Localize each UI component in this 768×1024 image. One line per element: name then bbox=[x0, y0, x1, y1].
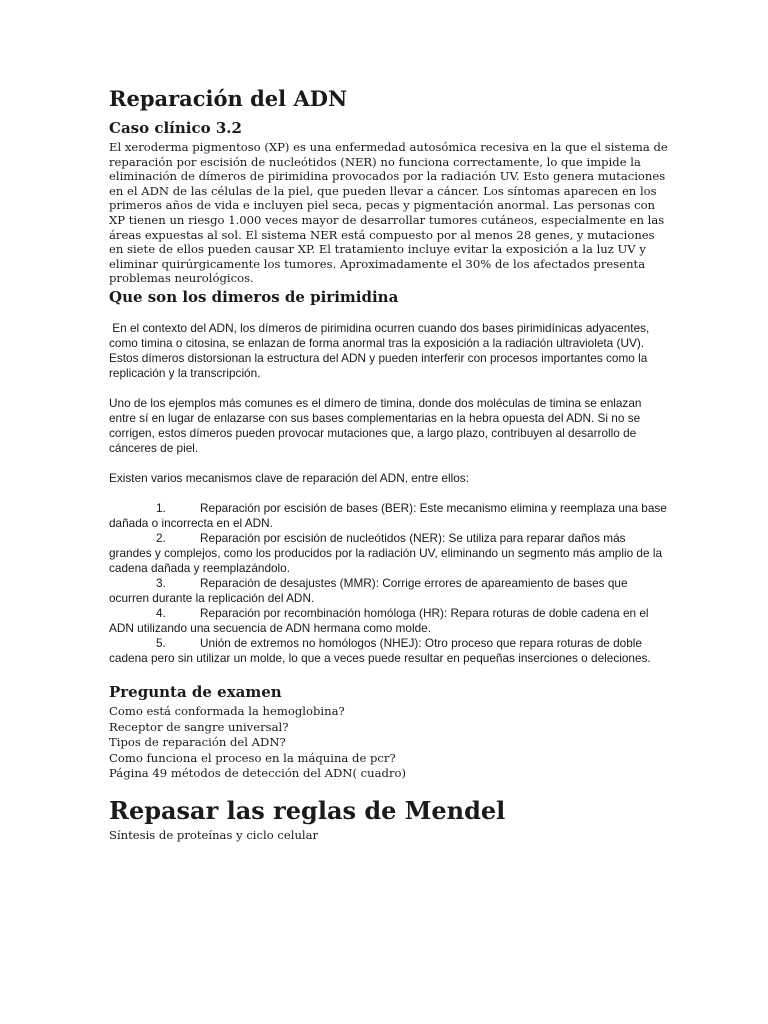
exam-question: Receptor de sangre universal? bbox=[109, 719, 289, 734]
list-item-text: Reparación de desajustes (MMR): Corrige errores de apareamiento de bases que ocurren durante la replicación del ADN. bbox=[109, 575, 628, 605]
page-title: Reparación del ADN bbox=[109, 86, 348, 111]
list-item-number: 4. bbox=[156, 605, 166, 620]
case-paragraph: El xeroderma pigmentoso (XP) es una enfermedad autosómica recesiva en la que el sistema de reparación por escisión de nucleótidos (NER) no funciona correctamente, lo que impide la eliminación de dímeros de pirimidina provocados por la radiación UV. Esto genera mutaciones en el ADN de las células de la piel, que pueden llevar a cáncer. Los síntomas aparecen en los primeros años de vida e incluyen piel seca, pecas y pigmentación anormal. Las personas con XP tienen un riesgo 1.000 veces mayor de desarrollar tumores cutáneos, especialmente en las áreas expuestas al sol. El sistema NER está compuesto por al menos 28 genes, y mutaciones en siete de ellos pueden causar XP. El tratamiento incluye evitar la exposición a la luz UV y eliminar quirúrgicamente los tumores. Aproximadamente el 30% de los afectados presenta problemas neurológicos. bbox=[109, 140, 668, 286]
exam-question: Como funciona el proceso en la máquina de pcr? bbox=[109, 750, 396, 765]
list-item bbox=[109, 531, 668, 576]
list-item-text: Reparación por escisión de bases (BER): Este mecanismo elimina y reemplaza una base dañada o incorrecta en el ADN. bbox=[109, 500, 667, 530]
list-item-number: 5. bbox=[156, 635, 166, 650]
mechanisms-list bbox=[109, 501, 668, 666]
exam-question: Tipos de reparación del ADN? bbox=[109, 735, 286, 750]
dimers-heading: Que son los dimeros de pirimidina bbox=[109, 287, 399, 306]
list-item-text: Reparación por recombinación homóloga (HR): Repara roturas de doble cadena en el ADN utilizando una secuencia de ADN hermana como molde. bbox=[109, 605, 649, 635]
list-item-text: Reparación por escisión de nucleótidos (NER): Se utiliza para reparar daños más grandes y complejos, como los producidos por la radiación UV, eliminando un segmento más amplio de la cadena dañada y reemplazándolo. bbox=[109, 530, 663, 575]
exam-question: Página 49 métodos de detección del ADN( cuadro) bbox=[109, 766, 406, 781]
mendel-heading: Repasar las reglas de Mendel bbox=[109, 795, 506, 825]
exam-question: Como está conformada la hemoglobina? bbox=[109, 703, 345, 718]
list-item-number: 2. bbox=[156, 530, 166, 545]
list-item bbox=[109, 606, 668, 636]
mechanisms-intro: Existen varios mecanismos clave de reparación del ADN, entre ellos: bbox=[109, 470, 469, 485]
list-item bbox=[109, 576, 668, 606]
list-item-text: Unión de extremos no homólogos (NHEJ): Otro proceso que repara roturas de doble cadena pero sin utilizar un molde, lo que a veces puede resultar en pequeñas inserciones o deleciones. bbox=[109, 635, 651, 665]
list-item-number: 3. bbox=[156, 575, 166, 590]
list-item bbox=[109, 636, 668, 666]
exam-heading: Pregunta de examen bbox=[109, 682, 282, 701]
list-item-number: 1. bbox=[156, 500, 166, 515]
mendel-subtext: Síntesis de proteínas y ciclo celular bbox=[109, 827, 319, 842]
case-heading: Caso clínico 3.2 bbox=[109, 119, 242, 137]
dimers-example-paragraph: Uno de los ejemplos más comunes es el dímero de timina, donde dos moléculas de timina se enlazan entre sí en lugar de enlazarse con sus bases complementarias en la hebra opuesta del ADN. Si no se corrigen, estos dímeros pueden provocar mutaciones que, a largo plazo, contribuyen al desarrollo de cánceres de piel. bbox=[109, 395, 642, 455]
list-item bbox=[109, 501, 668, 531]
exam-questions-list bbox=[109, 704, 668, 782]
dimers-context-paragraph: En el contexto del ADN, los dímeros de pirimidina ocurren cuando dos bases pirimidínicas adyacentes, como timina o citosina, se enlazan de forma anormal tras la exposición a la radiación ultravioleta (UV). Estos dímeros distorsionan la estructura del ADN y pueden interferir con procesos importantes como la replicación y la transcripción. bbox=[109, 320, 653, 380]
